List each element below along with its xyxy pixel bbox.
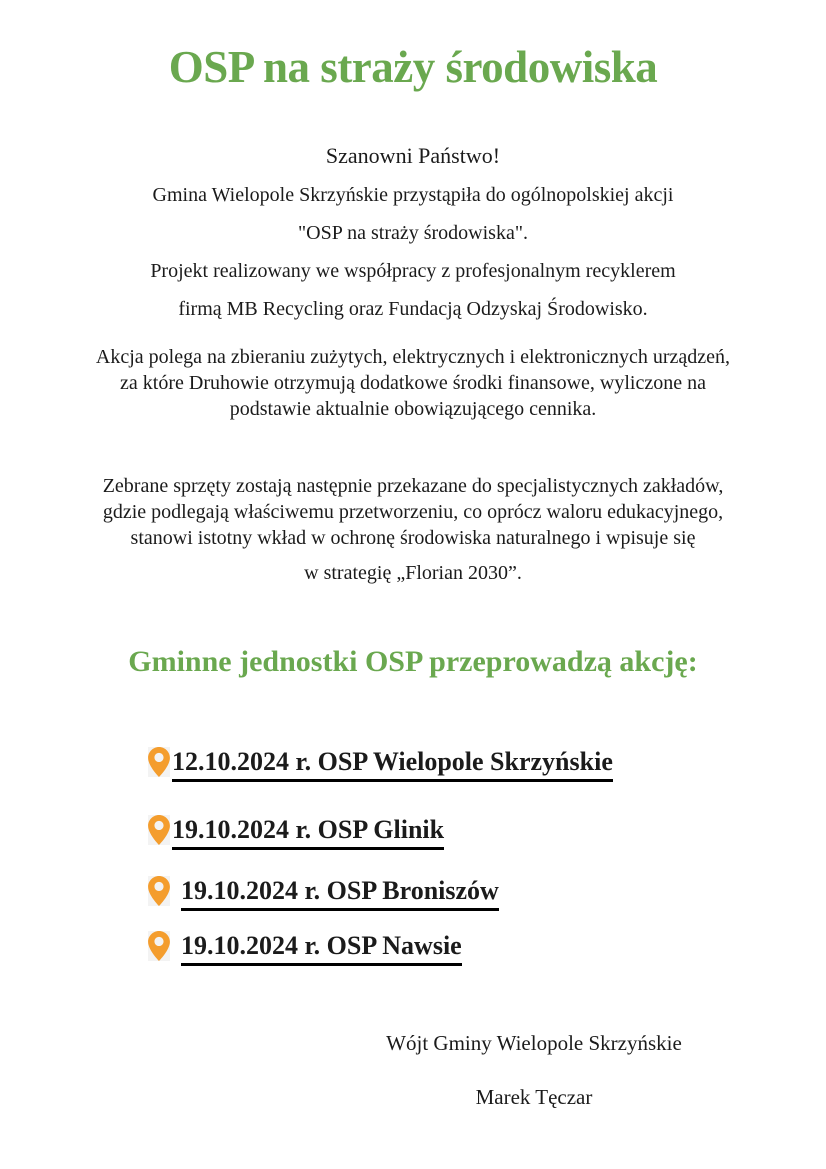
- paragraph-processing: [57, 473, 769, 551]
- event-item: [148, 745, 769, 782]
- intro-line: Projekt realizowany we współpracy z profesjonalnym recyklerem: [150, 260, 676, 282]
- paragraph-line: podstawie aktualnie obowiązującego cennika.: [229, 398, 597, 420]
- location-pin-icon: [148, 815, 170, 845]
- event-list: [148, 745, 769, 966]
- paragraph-collection: [57, 344, 769, 422]
- event-item: [148, 874, 769, 911]
- section-heading: Gminne jednostki OSP przeprowadzą akcję:: [128, 645, 698, 678]
- greeting-line: Szanowni Państwo!: [325, 143, 501, 168]
- location-pin-icon: [148, 931, 170, 961]
- event-label: 19.10.2024 r. OSP Broniszów: [181, 874, 499, 911]
- paragraph-line: Akcja polega na zbieraniu zużytych, elektrycznych i elektronicznych urządzeń,: [95, 346, 731, 368]
- signature-block: [334, 1030, 734, 1111]
- intro-line: firmą MB Recycling oraz Fundacją Odzyskaj Środowisko.: [178, 298, 648, 320]
- paragraph-line: stanowi istotny wkład w ochronę środowiska naturalnego i wpisuje się: [130, 527, 696, 549]
- event-label: 12.10.2024 r. OSP Wielopole Skrzyńskie: [172, 745, 613, 782]
- intro-section: [57, 182, 769, 322]
- strategy-line: w strategię „Florian 2030”.: [304, 562, 522, 584]
- signature-name: Marek Tęczar: [475, 1085, 593, 1109]
- event-item: [148, 929, 769, 966]
- signature-role: Wójt Gminy Wielopole Skrzyńskie: [386, 1031, 682, 1055]
- page-title: OSP na straży środowiska: [168, 42, 658, 92]
- intro-line: "OSP na straży środowiska".: [297, 222, 528, 244]
- intro-line: Gmina Wielopole Skrzyńskie przystąpiła do ogólnopolskiej akcji: [152, 184, 674, 206]
- event-label: 19.10.2024 r. OSP Glinik: [172, 813, 444, 850]
- location-pin-icon: [148, 747, 170, 777]
- event-item: [148, 813, 769, 850]
- paragraph-line: za które Druhowie otrzymują dodatkowe środki finansowe, wyliczone na: [120, 372, 706, 394]
- paragraph-line: gdzie podlegają właściwemu przetworzeniu, co oprócz waloru edukacyjnego,: [102, 501, 724, 523]
- paragraph-line: Zebrane sprzęty zostają następnie przekazane do specjalistycznych zakładów,: [102, 475, 724, 497]
- event-label: 19.10.2024 r. OSP Nawsie: [181, 929, 462, 966]
- location-pin-icon: [148, 876, 170, 906]
